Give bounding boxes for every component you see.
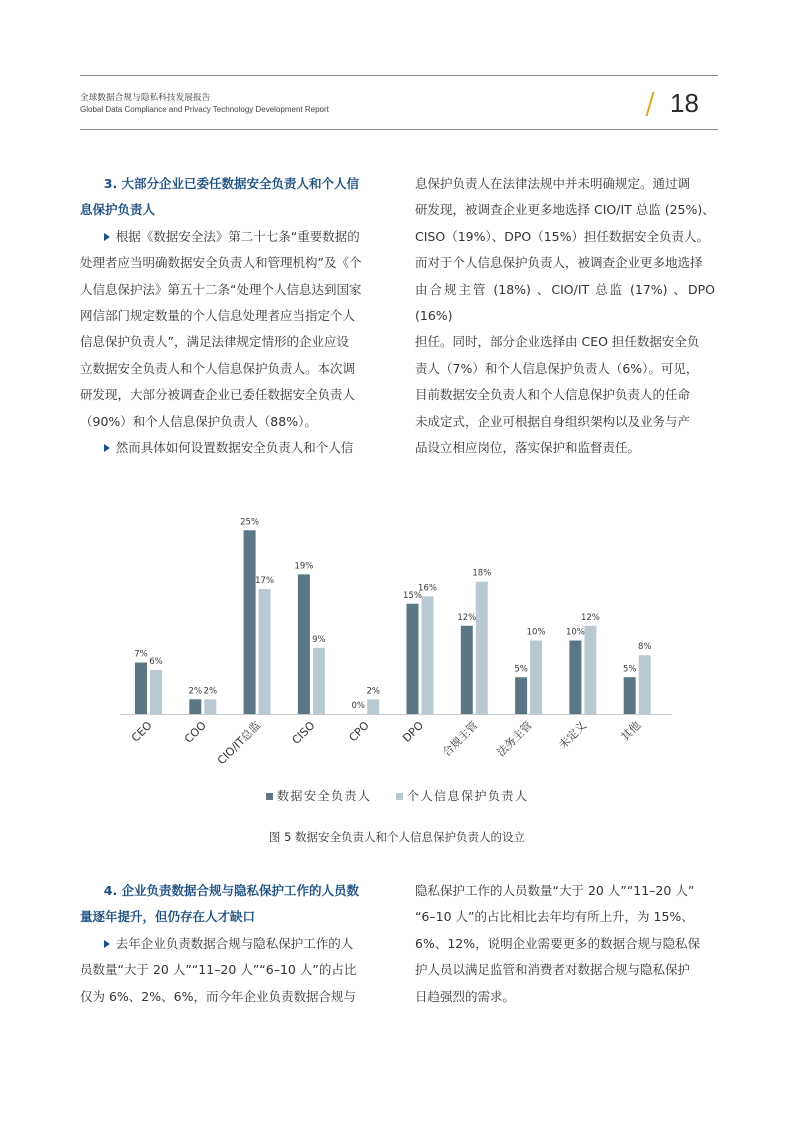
x-tick-label: DPO [400, 718, 427, 745]
section3-paragraph2-line: CISO（19%）、DPO（15%）担任数据安全负责人。 [415, 228, 710, 244]
section3-paragraph2-line: 研发现，被调查企业更多地选择 CIO/IT 总监 (25%)、 [415, 202, 715, 218]
x-tick-label: CIO/IT总监 [214, 718, 264, 768]
bar-series1 [298, 574, 310, 714]
section4-paragraph-line: 护人员以满足监管和消费者对数据合规与隐私保护 [415, 962, 691, 978]
x-tick-label: CISO [289, 718, 318, 747]
section4-heading-line1: 4. 企业负责数据合规与隐私保护工作的人员数 [103, 883, 360, 898]
section3-paragraph1-line: 立数据安全负责人和个人信息保护负责人。本次调 [80, 360, 356, 376]
bar-series2 [639, 655, 651, 714]
section3-paragraph2-line: 息保护负责人在法律法规中并未明确规定。通过调 [415, 176, 691, 191]
bar-series2 [476, 582, 488, 714]
section3-paragraph1-line: 处理者应当明确数据安全负责人和管理机构”及《个 [80, 255, 362, 271]
bar-value-label: 25% [240, 517, 260, 528]
section4-paragraph-line: 日趋强烈的需求。 [415, 988, 516, 1004]
bar-value-label: 6% [149, 656, 163, 667]
bullet-triangle-icon [104, 940, 110, 948]
legend-swatch-series2 [396, 793, 403, 800]
section3-heading-line2: 息保护负责人 [80, 202, 156, 218]
bar-series1 [407, 604, 419, 714]
bar-series2 [259, 589, 271, 714]
bar-value-label: 5% [514, 664, 528, 675]
bar-value-label: 17% [255, 576, 275, 587]
bar-series1 [515, 677, 527, 714]
bar-series2 [530, 641, 542, 715]
bar-series1 [461, 626, 473, 714]
bar-value-label: 10% [526, 627, 546, 638]
section3-paragraph1-line: 根据《数据安全法》第二十七条“重要数据的 [80, 224, 380, 250]
bar-value-label: 16% [418, 583, 437, 594]
bar-value-label: 8% [637, 642, 652, 653]
bar-value-label: 0% [351, 701, 365, 711]
bar-value-label: 2% [366, 686, 380, 697]
section3-paragraph2-line: 担任。同时，部分企业选择由 CEO 担任数据安全负 [415, 334, 700, 350]
bar-value-label: 18% [472, 568, 492, 579]
section3-paragraph2-line: 责人（7%）和个人信息保护负责人（6%）。可见， [415, 360, 699, 376]
section4-paragraph-line: 6%、12%，说明企业需要更多的数据合规与隐私保 [415, 935, 701, 951]
x-tick-label: 法务主管 [494, 718, 535, 760]
section4-paragraph-line: “6–10 人”的占比相比去年均有所上升，为 15%、 [415, 909, 694, 925]
figure-caption: 图 5 数据安全负责人和个人信息保护负责人的设立 [268, 830, 526, 844]
bar-series2 [584, 626, 596, 714]
bar-value-label: 5% [622, 664, 637, 675]
bar-series1 [189, 699, 201, 714]
bar-series2 [367, 699, 379, 714]
section3-paragraph2-line: 而对于个人信息保护负责人，被调查企业更多地选择 [415, 255, 703, 271]
report-title-zh: 全球数据合规与隐私科技发展报告 [80, 93, 211, 103]
bar-value-label: 9% [312, 634, 326, 645]
x-tick-label: COO [182, 718, 209, 746]
section3-paragraph1-line: 网信部门规定数量的个人信息处理者应当指定个人 [80, 308, 356, 324]
section3-paragraph2-line: 目前数据安全负责人和个人信息保护负责人的任命 [415, 387, 691, 403]
section4-heading-line2: 量逐年提升，但仍存在人才缺口 [80, 909, 256, 925]
bar-series2 [313, 648, 325, 714]
bar-series1 [569, 641, 581, 715]
section3-paragraph2-line: 品设立相应岗位，落实保护和监督责任。 [415, 440, 641, 456]
section3-paragraph1-line: 信息保护负责人”，满足法律规定情形的企业应设 [80, 334, 349, 350]
page-number: 18 [670, 88, 699, 118]
section3-paragraph2-line: 由合规主管 (18%) 、CIO/IT 总监 (17%) 、DPO (16%) [415, 281, 715, 324]
bar-value-label: 10% [565, 627, 585, 638]
x-tick-label: 其他 [618, 718, 644, 744]
bar-value-label: 19% [294, 561, 314, 572]
bar-series1 [135, 663, 147, 714]
x-tick-label: 未定义 [556, 718, 590, 752]
section3-heading-line1: 3. 大部分企业已委任数据安全负责人和个人信 [103, 176, 360, 191]
section3-paragraph2-line: 然而具体如何设置数据安全负责人和个人信 [80, 435, 380, 461]
section4-paragraph-line: 仅为 6%、2%、6%，而今年企业负责数据合规与 [80, 988, 356, 1004]
bar-value-label: 12% [457, 612, 477, 623]
bar-series2 [204, 699, 216, 714]
legend-swatch-series1 [266, 793, 273, 800]
report-title-en: Global Data Compliance and Privacy Technology Development Report [80, 105, 329, 114]
bar-series1 [244, 530, 256, 714]
section4-paragraph-line: 去年企业负责数据合规与隐私保护工作的人 [80, 931, 380, 957]
section3-paragraph1-line: （90%）和个人信息保护负责人（88%）。 [80, 413, 317, 429]
x-tick-label: CEO [128, 718, 155, 745]
bar-value-label: 15% [403, 590, 422, 601]
bar-series2 [422, 596, 434, 714]
legend-label-series2: 个人信息保护负责人 [407, 789, 529, 803]
section4-paragraph-line: 隐私保护工作的人员数量“大于 20 人”“11–20 人” [415, 883, 695, 898]
section3-paragraph1-line: 人信息保护法》第五十二条“处理个人信息达到国家 [80, 281, 362, 297]
bar-value-label: 7% [134, 649, 148, 660]
legend-label-series1: 数据安全负责人 [277, 789, 372, 803]
section3-paragraph1-line: 研发现，大部分被调查企业已委任数据安全负责人 [80, 387, 356, 403]
bar-value-label: 2% [203, 686, 218, 697]
section4-paragraph-line: 员数量“大于 20 人”“11–20 人”“6–10 人”的占比 [80, 962, 357, 978]
x-tick-label: CPO [346, 718, 372, 745]
section3-paragraph2-line: 未成定式，企业可根据自身组织架构以及业务与产 [415, 413, 691, 429]
section4-left-column [80, 878, 380, 1010]
bar-value-label: 2% [188, 686, 203, 697]
section4-right-column [415, 878, 715, 1010]
bar-series1 [624, 677, 636, 714]
x-tick-label: 合规主管 [440, 718, 481, 760]
bar-value-label: 12% [580, 612, 600, 623]
bar-series2 [150, 670, 162, 714]
